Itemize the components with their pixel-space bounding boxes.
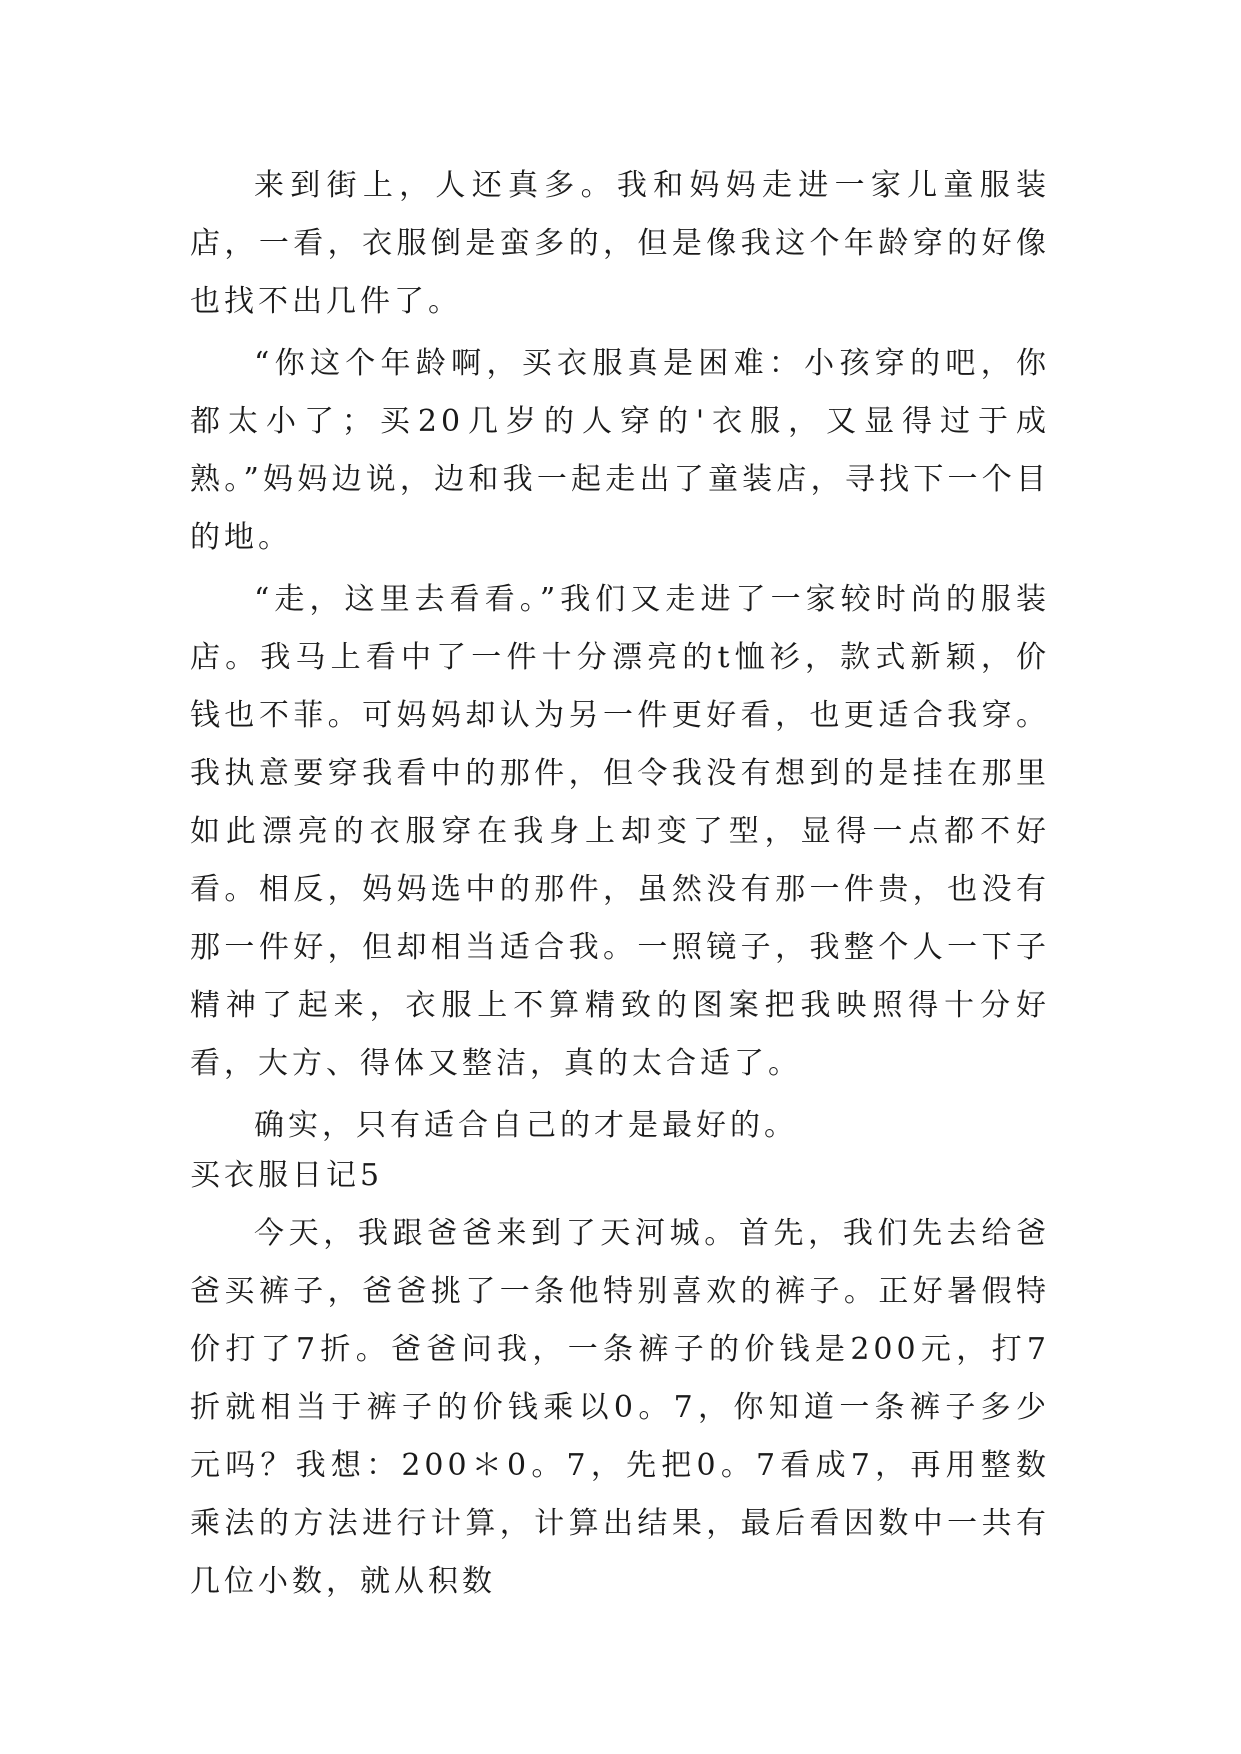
paragraph: “走，这里去看看。”我们又走进了一家较时尚的服装店。我马上看中了一件十分漂亮的t恤衫，款式新颖，价钱也不菲。可妈妈却认为另一件更好看，也更适合我穿。我执意要穿我看中的那件，但令我没有想到的是挂在那里如此漂亮的衣服穿在我身上却变了型，显得一点都不好看。相反，妈妈选中的那件，虽然没有那一件贵，也没有那一件好，但却相当适合我。一照镜子，我整个人一下子精神了起来，衣服上不算精致的图案把我映照得十分好看，大方、得体又整洁，真的太合适了。 — [190, 582, 1050, 1081]
paragraph: “你这个年龄啊，买衣服真是困难：小孩穿的吧，你都太小了；买20几岁的人穿的'衣服，又显得过于成熟。”妈妈边说，边和我一起走出了童装店，寻找下一个目的地。 — [190, 346, 1050, 555]
section-heading: 买衣服日记5 — [190, 1158, 384, 1193]
paragraph: 来到街上，人还真多。我和妈妈走进一家儿童服装店，一看，衣服倒是蛮多的，但是像我这个年龄穿的好像也找不出几件了。 — [190, 168, 1050, 319]
paragraph: 今天，我跟爸爸来到了天河城。首先，我们先去给爸爸买裤子，爸爸挑了一条他特别喜欢的裤子。正好暑假特价打了7折。爸爸问我，一条裤子的价钱是200元，打7折就相当于裤子的价钱乘以0。7，你知道一条裤子多少元吗？我想：200＊0。7，先把0。7看成7，再用整数乘法的方法进行计算，计算出结果，最后看因数中一共有几位小数，就从积数 — [190, 1216, 1050, 1599]
article-section-2 — [190, 1205, 1050, 1611]
paragraph: 确实，只有适合自己的才是最好的。 — [254, 1108, 798, 1143]
article-section-1 — [190, 157, 1050, 1155]
